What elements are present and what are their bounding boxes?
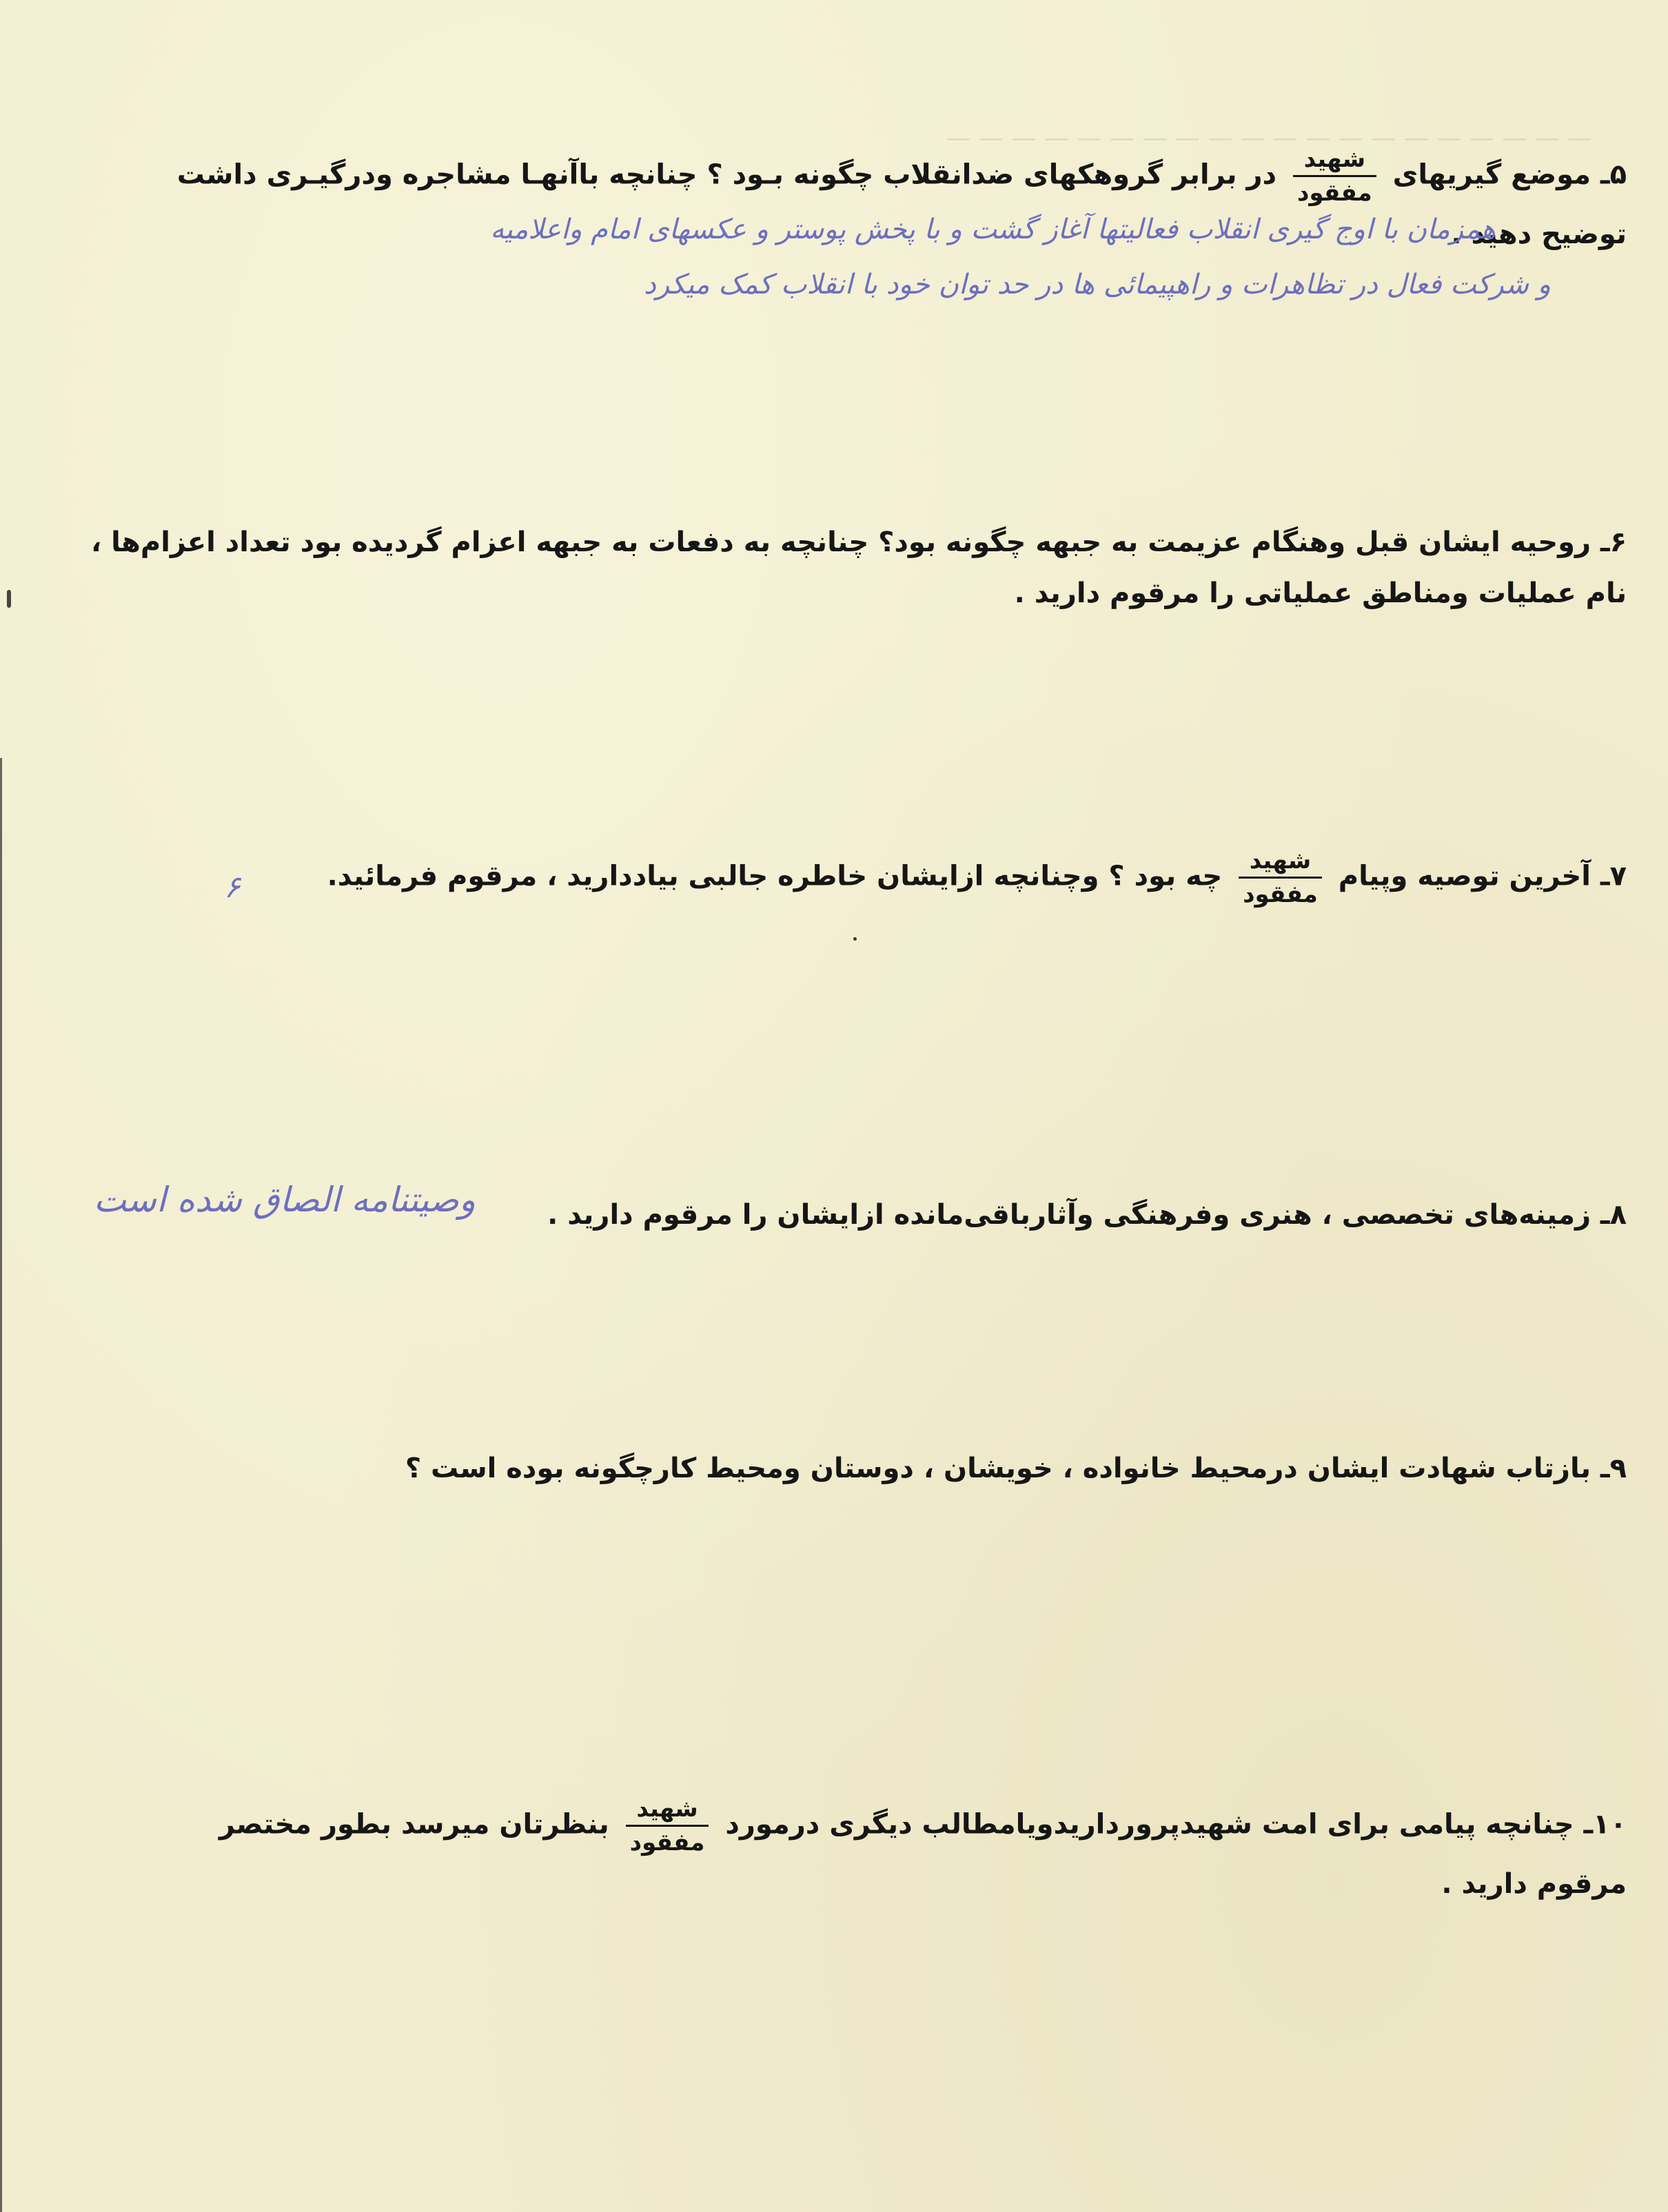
question-8-line-1: ۸ـ زمینه‌های تخصصی ، هنری وفرهنگی وآثارباقی‌مانده ازایشان را مرقوم دارید . [547,1199,1627,1231]
page-edge [0,758,2,2212]
question-10 [41,1793,1627,1909]
question-10-line-1 [41,1793,1627,1858]
martyr-missing-fraction [626,1793,709,1858]
question-10-text-b: بنظرتان میرسد بطور مختصر [218,1808,609,1841]
question-5-line-1 [41,143,1627,209]
question-7-text-a: ۷ـ آخرین توصیه وپیام [1338,860,1627,892]
question-6-line-1: ۶ـ روحیه ایشان قبل وهنگام عزیمت به جبهه چگونه بود؟ چنانچه به دفعات به جبهه اعزام گردیده بود تعداد اعزام‌ها ، [91,526,1627,558]
question-6 [41,517,1627,619]
margin-mark [7,590,11,608]
question-5-line-2: توضیح دهید . [1451,218,1627,250]
question-9 [248,1443,1627,1494]
martyr-missing-fraction [1239,845,1322,910]
fraction-top: شهید [1293,143,1376,177]
question-8 [455,1189,1627,1240]
question-10-line-2: مرقوم دارید . [1441,1868,1627,1900]
answer-5-line-1: همزمان با اوج گیری انقلاب فعالیتها آغاز گشت و با پخش پوستر و عکسهای امام واعلامیه [490,214,1496,245]
martyr-missing-fraction [1293,143,1376,209]
question-10-text-a: ۱۰ـ چنانچه پیامی برای امت شهیدپرورداریدویامطالب دیگری درمورد [725,1808,1627,1841]
show-through-text: — — — — — — — — — — — — — — — — — — — — [946,124,1592,152]
fraction-top: شهید [626,1793,709,1827]
fraction-top: شهید [1239,845,1322,879]
question-9-line-1: ۹ـ بازتاب شهادت ایشان درمحیط خانواده ، خویشان ، دوستان ومحیط کارچگونه بوده است ؟ [405,1453,1627,1484]
question-7 [248,845,1627,910]
fraction-bottom: مفقود [629,1829,705,1856]
fraction-bottom: مفقود [1296,179,1372,207]
answer-8-handwriting: وصیتنامه الصاق شده است [93,1180,476,1220]
question-5-text-a: ۵ـ موضع گیریهای [1392,158,1627,191]
speck [853,937,857,941]
question-5-text-b: در برابر گروهکهای ضدانقلاب چگونه بـود ؟ چنانچه باآنهـا مشاجره ودرگیـری داشت [176,158,1277,191]
answer-7-mark: ۶ [224,870,241,905]
question-7-text-b: چه بود ؟ وچنانچه ازایشان خاطره جالبی بیاددارید ، مرقوم فرمائید. [327,860,1223,892]
question-7-line-1 [248,845,1627,910]
question-6-line-2: نام عملیات ومناطق عملیاتی را مرقوم دارید . [1014,577,1627,609]
answer-5-line-2: و شرکت فعال در تظاهرات و راهپیمائی ها در حد توان خود با انقلاب کمک میکرد [644,269,1551,300]
fraction-bottom: مفقود [1243,881,1318,908]
